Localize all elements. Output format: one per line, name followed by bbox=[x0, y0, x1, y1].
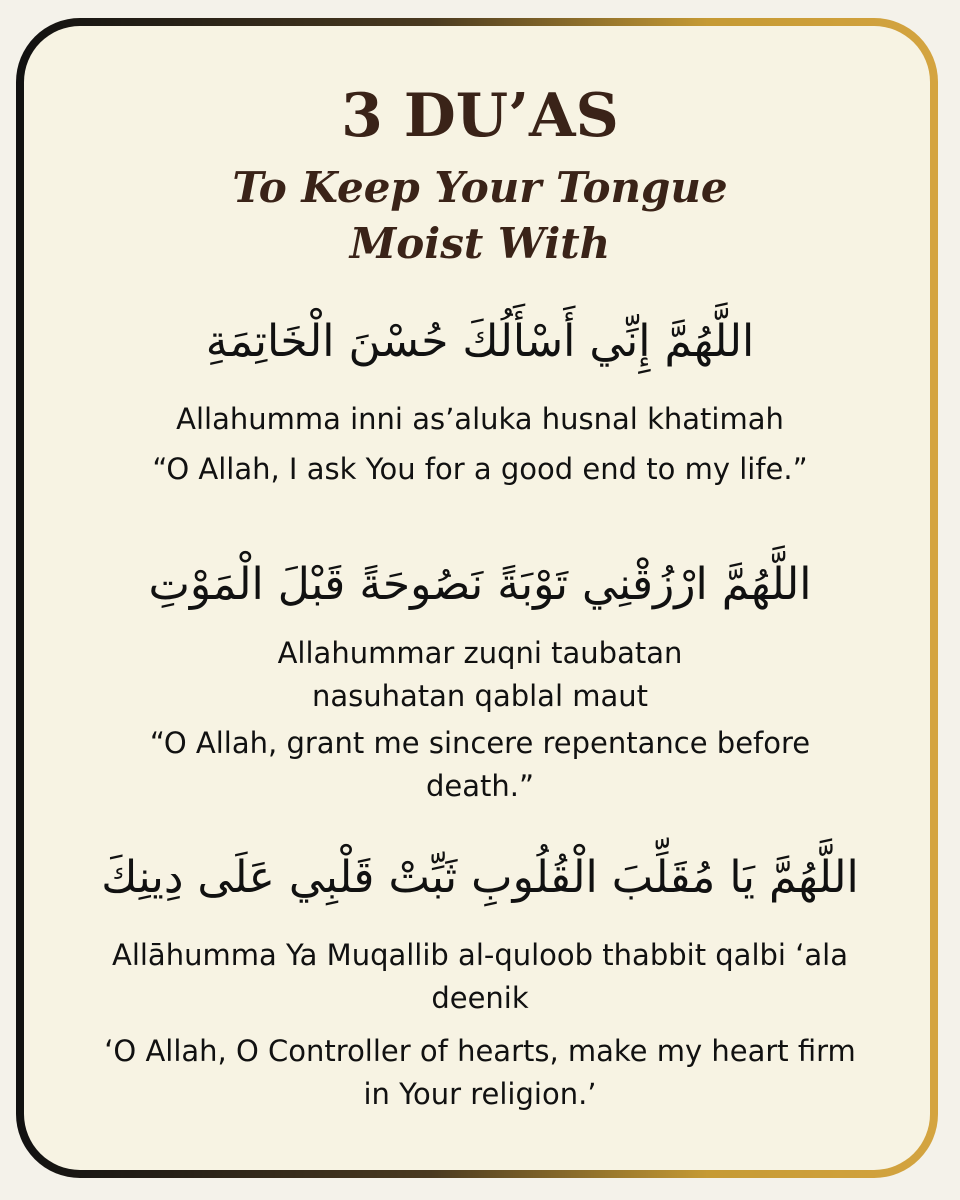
page-title: 3 DU’AS bbox=[341, 81, 619, 151]
dua-1-arabic: اللَّهُمَّ إِنِّي أَسْأَلُكَ حُسْنَ الْخَاتِمَةِ bbox=[205, 316, 755, 367]
dua-2-meaning: “O Allah, grant me sincere repentance before death.” bbox=[149, 726, 811, 803]
dua-3-arabic: اللَّهُمَّ يَا مُقَلِّبَ الْقُلُوبِ ثَبِّتْ قَلْبِي عَلَى دِينِكَ bbox=[101, 852, 859, 903]
dua-1-transliteration: Allahumma inni as’aluka husnal khatimah bbox=[176, 402, 784, 436]
dua-3-meaning: ‘O Allah, O Controller of hearts, make my heart firm in Your religion.’ bbox=[104, 1034, 856, 1111]
dua-3-transliteration: Allāhumma Ya Muqallib al-quloob thabbit qalbi ‘ala deenik bbox=[111, 938, 849, 1015]
page-subtitle: To Keep Your Tongue Moist With bbox=[232, 163, 728, 268]
dua-1-meaning: “O Allah, I ask You for a good end to my life.” bbox=[152, 452, 808, 486]
dua-2-transliteration: Allahummar zuqni taubatan nasuhatan qablal maut bbox=[277, 636, 683, 713]
dua-2-arabic: اللَّهُمَّ ارْزُقْنِي تَوْبَةً نَصُوحَةً قَبْلَ الْمَوْتِ bbox=[148, 559, 812, 610]
